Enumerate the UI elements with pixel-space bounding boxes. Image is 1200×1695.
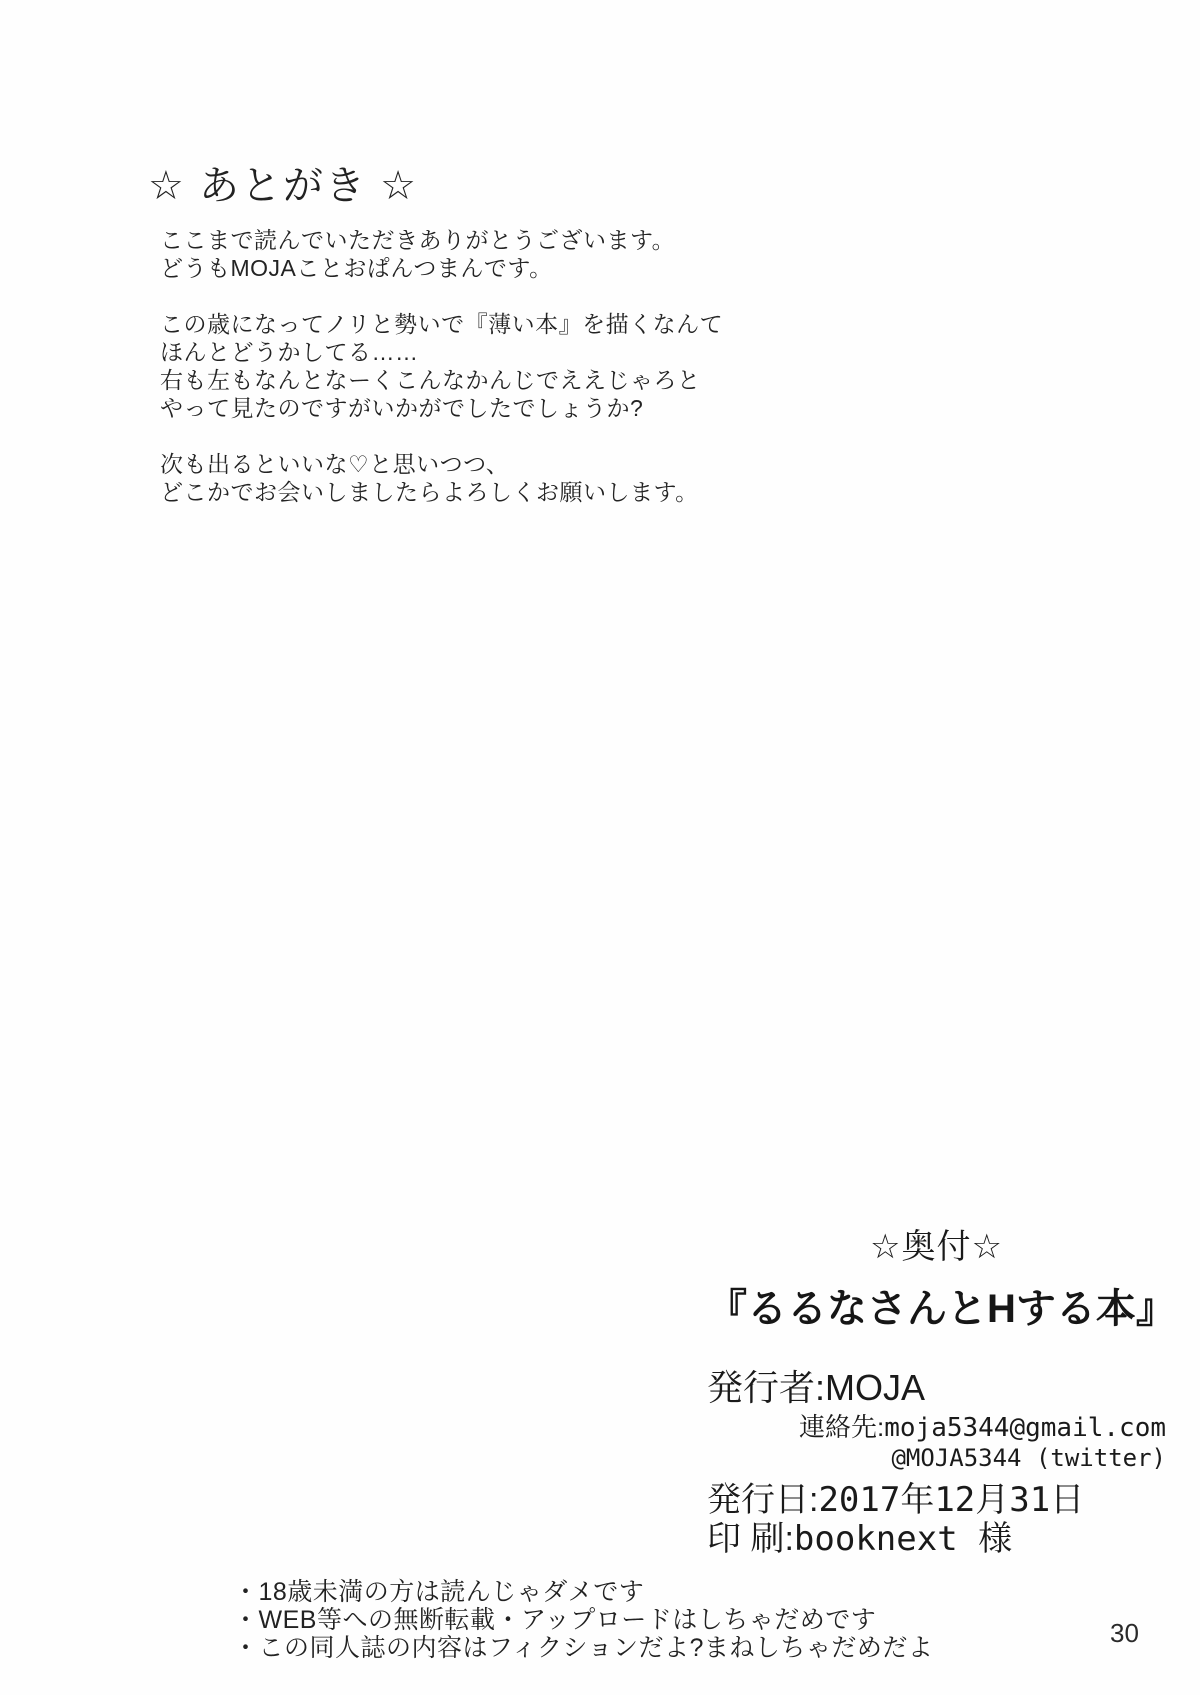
date-label: 発行日: bbox=[707, 1481, 819, 1519]
notice-item: ・この同人誌の内容はフィクションだよ?まねしちゃだめだよ bbox=[233, 1634, 934, 1662]
afterword-line: 右も左もなんとなーくこんなかんじでええじゃろと bbox=[160, 367, 701, 393]
contact-label: 連絡先: bbox=[799, 1412, 885, 1442]
printer-label: 印 刷: bbox=[707, 1520, 794, 1558]
printer-line bbox=[707, 1519, 1166, 1559]
afterword-paragraph-1 bbox=[160, 226, 768, 282]
afterword-line: この歳になってノリと勢いで『薄い本』を描くなんて bbox=[160, 311, 724, 337]
date-value: 2017年12月31日 bbox=[818, 1480, 1085, 1520]
notice-item: ・18歳未満の方は読んじゃダメです bbox=[233, 1578, 645, 1606]
publisher-label: 発行者: bbox=[707, 1367, 826, 1408]
printer-value: booknext 様 bbox=[793, 1519, 1013, 1559]
notice-item: ・WEB等への無断転載・アップロードはしちゃだめです bbox=[233, 1606, 877, 1634]
page-number: 30 bbox=[1110, 1618, 1139, 1648]
afterword-line: やって見たのですがいかがでしたでしょうか? bbox=[160, 395, 644, 421]
twitter-handle: @MOJA5344 (twitter) bbox=[891, 1444, 1166, 1472]
colophon-section bbox=[707, 1228, 1176, 1559]
afterword-paragraph-2 bbox=[160, 310, 768, 422]
afterword-section bbox=[148, 160, 768, 534]
publisher-value: MOJA bbox=[825, 1367, 926, 1408]
notices-list bbox=[233, 1578, 933, 1662]
publisher-line bbox=[707, 1366, 1166, 1410]
afterword-paragraph-3 bbox=[160, 450, 768, 506]
book-title: 『るるなさんとHする本』 bbox=[707, 1287, 1176, 1331]
afterword-line: どこかでお会いしましたらよろしくお願いします。 bbox=[160, 479, 699, 505]
colophon-header: ☆奥付☆ bbox=[870, 1228, 1003, 1266]
afterword-line: どうもMOJAことおぱんつまんです。 bbox=[160, 255, 553, 281]
afterword-line: ほんとどうかしてる…… bbox=[160, 339, 419, 365]
afterword-body bbox=[160, 226, 768, 506]
afterword-line: ここまで読んでいただきありがとうございます。 bbox=[160, 227, 676, 253]
afterword-heading: ☆ あとがき ☆ bbox=[148, 164, 418, 208]
contact-line bbox=[707, 1412, 1166, 1443]
contact-email: moja5344@gmail.com bbox=[884, 1413, 1166, 1443]
afterword-line: 次も出るといいな♡と思いつつ、 bbox=[160, 451, 510, 477]
publish-date-line bbox=[707, 1481, 1166, 1519]
